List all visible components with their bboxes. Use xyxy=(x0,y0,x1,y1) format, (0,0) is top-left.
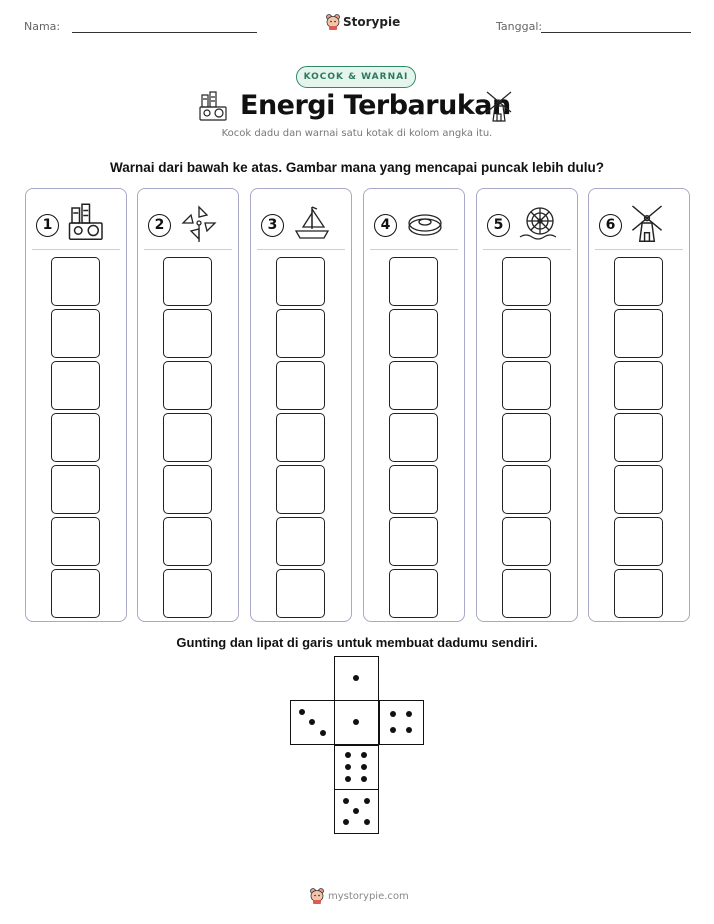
color-box[interactable] xyxy=(163,569,212,618)
die-pip xyxy=(406,711,412,717)
color-box[interactable] xyxy=(389,465,438,514)
die-face-6 xyxy=(334,745,379,790)
column-6 xyxy=(588,188,690,622)
column-header xyxy=(261,203,332,247)
footer-url: mystorypie.com xyxy=(328,890,409,902)
color-box[interactable] xyxy=(502,361,551,410)
water-wheel-icon xyxy=(518,203,558,247)
column-divider xyxy=(370,249,458,250)
color-box[interactable] xyxy=(389,517,438,566)
color-box[interactable] xyxy=(51,361,100,410)
page-title: Energi Terbarukan xyxy=(240,90,511,121)
column-header xyxy=(148,203,219,247)
die-face-1 xyxy=(334,700,379,745)
color-box[interactable] xyxy=(614,569,663,618)
die-pip xyxy=(345,776,351,782)
die-pip xyxy=(353,675,359,681)
brand-name: Storypie xyxy=(343,15,401,29)
die-face-3 xyxy=(290,700,335,745)
color-box[interactable] xyxy=(389,257,438,306)
die-pip xyxy=(364,798,370,804)
column-divider xyxy=(595,249,683,250)
column-4 xyxy=(363,188,465,622)
name-field[interactable] xyxy=(72,32,257,33)
name-label: Nama: xyxy=(24,20,61,33)
column-header xyxy=(487,203,558,247)
die-pip xyxy=(320,730,326,736)
windmill-icon xyxy=(630,203,664,247)
column-divider xyxy=(144,249,232,250)
die-pip xyxy=(299,709,305,715)
color-box[interactable] xyxy=(276,569,325,618)
die-pip xyxy=(361,764,367,770)
die-pip xyxy=(309,719,315,725)
color-box[interactable] xyxy=(163,465,212,514)
color-box[interactable] xyxy=(163,413,212,462)
color-box[interactable] xyxy=(51,413,100,462)
factory-icon xyxy=(199,91,229,123)
column-divider xyxy=(32,249,120,250)
column-header xyxy=(599,203,664,247)
color-box[interactable] xyxy=(276,465,325,514)
color-box[interactable] xyxy=(614,361,663,410)
color-box[interactable] xyxy=(163,309,212,358)
color-box[interactable] xyxy=(502,257,551,306)
die-pip xyxy=(390,711,396,717)
color-box[interactable] xyxy=(163,361,212,410)
bear-logo-icon xyxy=(326,14,340,30)
color-box[interactable] xyxy=(389,569,438,618)
color-box[interactable] xyxy=(502,413,551,462)
column-5 xyxy=(476,188,578,622)
instruction-text: Warnai dari bawah ke atas. Gambar mana yang mencapai puncak lebih dulu? xyxy=(110,160,604,175)
brand-logo xyxy=(326,13,400,31)
color-box[interactable] xyxy=(51,309,100,358)
die-instruction: Gunting dan lipat di garis untuk membuat dadumu sendiri. xyxy=(176,635,538,650)
date-field[interactable] xyxy=(541,32,691,33)
column-number: 6 xyxy=(599,214,622,237)
column-divider xyxy=(483,249,571,250)
die-pip xyxy=(390,727,396,733)
color-box[interactable] xyxy=(502,569,551,618)
column-number: 5 xyxy=(487,214,510,237)
die-pip xyxy=(353,808,359,814)
column-number: 2 xyxy=(148,214,171,237)
color-box[interactable] xyxy=(51,465,100,514)
color-box[interactable] xyxy=(389,361,438,410)
die-pip xyxy=(406,727,412,733)
die-pip xyxy=(345,752,351,758)
factory-icon xyxy=(67,203,107,247)
color-box[interactable] xyxy=(389,413,438,462)
color-box[interactable] xyxy=(276,361,325,410)
color-box[interactable] xyxy=(276,517,325,566)
color-box[interactable] xyxy=(614,257,663,306)
cookie-icon xyxy=(405,203,445,247)
footer xyxy=(310,888,409,904)
sailboat-icon xyxy=(292,203,332,247)
color-box[interactable] xyxy=(51,257,100,306)
color-box[interactable] xyxy=(276,413,325,462)
color-box[interactable] xyxy=(502,465,551,514)
color-box[interactable] xyxy=(502,517,551,566)
column-2 xyxy=(137,188,239,622)
die-pip xyxy=(343,819,349,825)
column-1 xyxy=(25,188,127,622)
column-number: 1 xyxy=(36,214,59,237)
column-header xyxy=(374,203,445,247)
page-subtitle: Kocok dadu dan warnai satu kotak di kolom angka itu. xyxy=(221,128,493,139)
die-face-4 xyxy=(379,700,424,745)
column-number: 4 xyxy=(374,214,397,237)
color-box[interactable] xyxy=(276,309,325,358)
die-pip xyxy=(361,752,367,758)
die-pip xyxy=(364,819,370,825)
die-pip xyxy=(353,719,359,725)
color-box[interactable] xyxy=(614,309,663,358)
color-box[interactable] xyxy=(389,309,438,358)
column-3 xyxy=(250,188,352,622)
die-face-1 xyxy=(334,656,379,701)
color-box[interactable] xyxy=(51,569,100,618)
die-pip xyxy=(345,764,351,770)
category-badge: KOCOK & WARNAI xyxy=(296,66,416,88)
bear-logo-icon xyxy=(310,888,324,904)
date-label: Tanggal: xyxy=(496,20,543,33)
die-pip xyxy=(343,798,349,804)
color-box[interactable] xyxy=(163,517,212,566)
column-header xyxy=(36,203,107,247)
color-box[interactable] xyxy=(163,257,212,306)
color-box[interactable] xyxy=(51,517,100,566)
windmill-icon xyxy=(485,90,513,122)
die-pip xyxy=(361,776,367,782)
pinwheel-icon xyxy=(179,203,219,247)
color-box[interactable] xyxy=(614,413,663,462)
color-box[interactable] xyxy=(502,309,551,358)
color-box[interactable] xyxy=(276,257,325,306)
column-number: 3 xyxy=(261,214,284,237)
color-box[interactable] xyxy=(614,465,663,514)
column-divider xyxy=(257,249,345,250)
color-box[interactable] xyxy=(614,517,663,566)
die-face-5 xyxy=(334,789,379,834)
